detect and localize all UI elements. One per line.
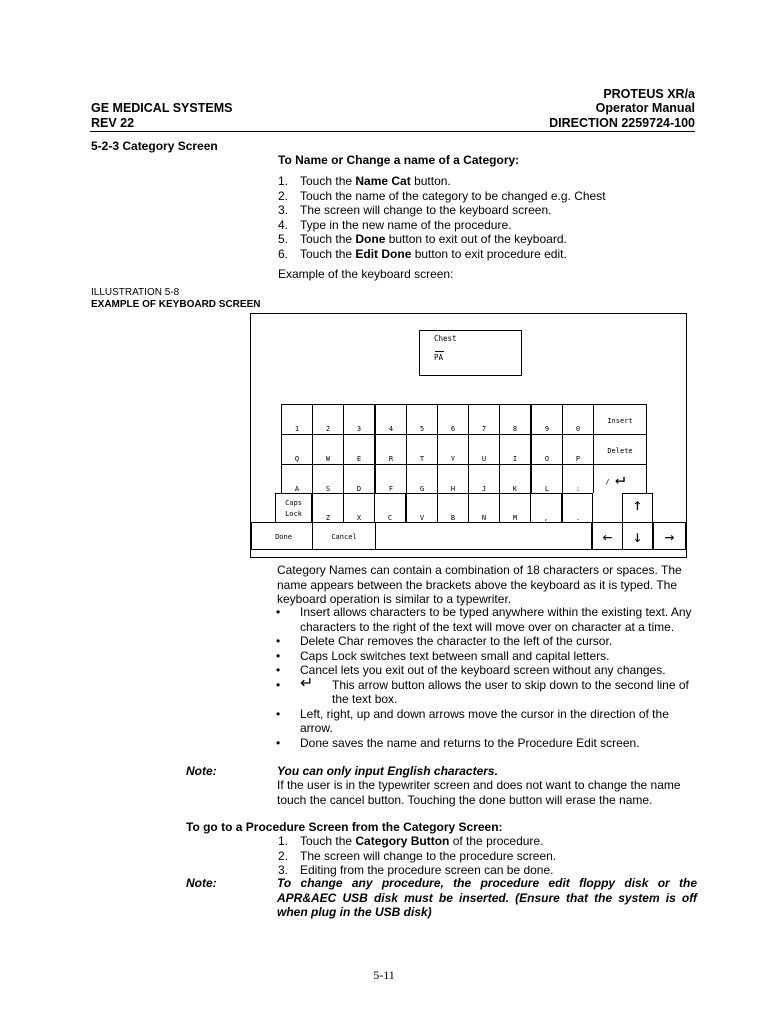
key-label: J bbox=[481, 485, 487, 493]
key-o[interactable] bbox=[531, 434, 563, 465]
key-0[interactable] bbox=[562, 404, 594, 435]
key-g[interactable] bbox=[406, 464, 438, 495]
key-label: . bbox=[575, 514, 581, 522]
key-label: K bbox=[512, 485, 518, 493]
key-label: Cancel bbox=[331, 533, 357, 541]
key-label: E bbox=[356, 455, 362, 463]
key-label: A bbox=[294, 485, 300, 493]
display-line-1: Chest bbox=[434, 334, 457, 343]
key-d[interactable] bbox=[343, 464, 375, 495]
right-arrow-icon: → bbox=[664, 527, 675, 546]
left-arrow-icon: ← bbox=[602, 527, 613, 546]
key-p[interactable] bbox=[562, 434, 594, 465]
company-name: GE MEDICAL SYSTEMS bbox=[91, 101, 233, 115]
key-label: Z bbox=[325, 514, 331, 522]
key-label: V bbox=[419, 514, 425, 522]
key-4[interactable] bbox=[375, 404, 407, 435]
list-item: 5. Touch the Done button to exit out of the keyboard. bbox=[278, 232, 567, 246]
list-item: 6. Touch the Edit Done button to exit procedure edit. bbox=[278, 246, 567, 261]
header-rule bbox=[90, 131, 695, 132]
key-r[interactable] bbox=[375, 434, 407, 465]
key-label: 3 bbox=[356, 425, 362, 433]
list-item: 1. Touch the Name Cat button. bbox=[278, 174, 451, 188]
cancel-key[interactable] bbox=[312, 522, 376, 550]
key-m[interactable] bbox=[499, 493, 531, 524]
key-b[interactable] bbox=[437, 493, 469, 524]
key-label: O bbox=[544, 455, 550, 463]
key-label: I bbox=[512, 455, 518, 463]
note-text: To change any procedure, the procedure edit floppy disk or the APR&AEC USB disk must be inserted. (Ensure that the system is off when plug in the USB disk) bbox=[277, 876, 697, 919]
key-t[interactable] bbox=[406, 434, 438, 465]
key-x[interactable] bbox=[530, 493, 562, 524]
key-s[interactable] bbox=[312, 464, 344, 495]
key-n[interactable] bbox=[468, 493, 500, 524]
key-label: 4 bbox=[388, 425, 394, 433]
key-label: 5 bbox=[419, 425, 425, 433]
list-item: • ↵ This arrow button allows the user to skip down to the second line of the text box. bbox=[276, 674, 689, 706]
features-list bbox=[276, 605, 700, 750]
list-item: • Delete Char removes the character to the left of the cursor. bbox=[276, 634, 613, 648]
key-label: Insert bbox=[607, 417, 633, 425]
key-label: M bbox=[512, 514, 518, 522]
key-label: 7 bbox=[481, 425, 487, 433]
down-arrow-icon: ↓ bbox=[632, 527, 643, 546]
list-item: • Insert allows characters to be typed anywhere within the existing text. Any characters to the right of the text will move over on character at a time. bbox=[276, 605, 692, 634]
key-label: G bbox=[419, 485, 425, 493]
key-label: F bbox=[388, 485, 394, 493]
list-item: • Cancel lets you exit out of the keyboard screen without any changes. bbox=[276, 663, 666, 677]
key-6[interactable] bbox=[437, 404, 469, 435]
up-arrow-icon: ↑ bbox=[632, 495, 643, 514]
key-9[interactable] bbox=[531, 404, 563, 435]
cursor-mark bbox=[435, 351, 444, 352]
list-item: 4. Type in the new name of the procedure. bbox=[278, 217, 512, 232]
key-i[interactable] bbox=[499, 434, 531, 465]
list-item: 3. The screen will change to the keyboard screen. bbox=[278, 203, 552, 217]
note-emphasis: You can only input English characters. bbox=[277, 764, 498, 778]
list-item: 3. Editing from the procedure screen can be done. bbox=[278, 863, 554, 877]
delete-key[interactable] bbox=[593, 434, 647, 465]
text-display-box bbox=[419, 330, 522, 376]
key-k[interactable] bbox=[499, 464, 531, 495]
steps-list bbox=[278, 174, 698, 261]
list-item: 2. The screen will change to the procedure screen. bbox=[278, 848, 557, 863]
key-v[interactable] bbox=[406, 493, 438, 524]
steps-list-2 bbox=[278, 834, 698, 878]
key-label: U bbox=[481, 455, 487, 463]
key-label: X bbox=[356, 514, 362, 522]
page-number: 5-11 bbox=[373, 968, 395, 982]
note-label: Note: bbox=[186, 876, 217, 890]
doc-type: Operator Manual bbox=[595, 101, 695, 115]
right-arrow-key[interactable] bbox=[653, 522, 686, 550]
list-item: 2. Touch the name of the category to be changed e.g. Chest bbox=[278, 188, 606, 203]
key-label: Q bbox=[294, 455, 300, 463]
example-intro: Example of the keyboard screen: bbox=[278, 267, 454, 281]
key-label: : bbox=[575, 485, 581, 493]
key-8[interactable] bbox=[499, 404, 531, 435]
enter-arrow-icon: ↵ bbox=[614, 469, 626, 489]
done-key[interactable] bbox=[251, 522, 316, 550]
note-text: If the user is in the typewriter screen and does not want to change the name touch the cancel button. Touching the done button will erase the name. bbox=[277, 778, 681, 807]
key-label: L bbox=[544, 485, 550, 493]
key-a[interactable] bbox=[281, 464, 313, 495]
section-title: 5-2-3 Category Screen bbox=[91, 139, 218, 153]
key-label: 2 bbox=[325, 425, 331, 433]
key-label: P bbox=[575, 455, 581, 463]
key-label: , bbox=[543, 514, 549, 522]
key-slash[interactable] bbox=[592, 478, 623, 524]
section2-title: To go to a Procedure Screen from the Category Screen: bbox=[186, 820, 503, 834]
key-z[interactable] bbox=[312, 493, 344, 524]
key-h[interactable] bbox=[437, 464, 469, 495]
key-label: B bbox=[450, 514, 456, 522]
key-5[interactable] bbox=[406, 404, 438, 435]
key-label: H bbox=[450, 485, 456, 493]
up-arrow-key[interactable] bbox=[622, 493, 653, 524]
key-label: N bbox=[481, 514, 487, 522]
revision: REV 22 bbox=[91, 116, 135, 130]
insert-key[interactable] bbox=[593, 404, 647, 435]
key-l[interactable] bbox=[531, 464, 563, 495]
list-item: • Caps Lock switches text between small and capital letters. bbox=[276, 648, 610, 663]
key-label: Lock bbox=[285, 510, 302, 518]
key-e[interactable] bbox=[343, 434, 375, 465]
key-7[interactable] bbox=[468, 404, 500, 435]
key-label: 0 bbox=[575, 425, 581, 433]
section-subtitle: To Name or Change a name of a Category: bbox=[278, 153, 520, 167]
left-arrow-key[interactable] bbox=[592, 522, 623, 550]
illustration-label: ILLUSTRATION 5-8 bbox=[91, 287, 180, 298]
illustration-caption: EXAMPLE OF KEYBOARD SCREEN bbox=[91, 299, 261, 310]
list-item: 1. Touch the Category Button of the procedure. bbox=[278, 834, 544, 848]
key-j[interactable] bbox=[468, 464, 500, 495]
key-label: D bbox=[356, 485, 362, 493]
list-item: • Left, right, up and down arrows move the cursor in the direction of the arrow. bbox=[276, 706, 669, 735]
key-c[interactable] bbox=[374, 493, 406, 524]
key-label: 1 bbox=[294, 425, 300, 433]
key-label: 8 bbox=[512, 425, 518, 433]
product-name: PROTEUS XR/a bbox=[603, 87, 695, 101]
display-line-2: PA bbox=[434, 353, 444, 362]
key-label: W bbox=[325, 455, 331, 463]
down-arrow-key[interactable] bbox=[622, 522, 653, 550]
key-label: T bbox=[419, 455, 425, 463]
description-paragraph: Category Names can contain a combination of 18 characters or spaces. The name appears between the brackets above the keyboard as it is typed. The keyboard operation is similar to a typewriter. bbox=[277, 563, 682, 606]
key-label: Caps bbox=[285, 499, 302, 507]
key-q[interactable] bbox=[281, 434, 313, 465]
key-label: 9 bbox=[544, 425, 550, 433]
note-label: Note: bbox=[186, 764, 217, 778]
list-item: • Done saves the name and returns to the Procedure Edit screen. bbox=[276, 735, 640, 750]
key-label: S bbox=[325, 485, 331, 493]
key-y[interactable] bbox=[437, 434, 469, 465]
key-label: Done bbox=[275, 533, 292, 541]
direction-number: DIRECTION 2259724-100 bbox=[549, 116, 695, 130]
key-label: Delete bbox=[607, 447, 633, 455]
caps-lock-key[interactable] bbox=[275, 493, 312, 524]
key-1[interactable] bbox=[281, 404, 313, 435]
key-label: / bbox=[605, 478, 610, 486]
key-w[interactable] bbox=[312, 434, 344, 465]
key-label: R bbox=[388, 455, 394, 463]
key-f[interactable] bbox=[375, 464, 407, 495]
key-u[interactable] bbox=[468, 434, 500, 465]
key-2[interactable] bbox=[312, 404, 344, 435]
key-label: Y bbox=[450, 455, 456, 463]
key-x[interactable] bbox=[562, 464, 594, 495]
key-x[interactable] bbox=[343, 493, 375, 524]
key-3[interactable] bbox=[343, 404, 375, 435]
enter-arrow-icon: ↵ bbox=[300, 674, 314, 692]
space-key[interactable] bbox=[375, 522, 592, 550]
key-label: C bbox=[387, 514, 393, 522]
key-label: 6 bbox=[450, 425, 456, 433]
key-x[interactable] bbox=[562, 493, 594, 524]
